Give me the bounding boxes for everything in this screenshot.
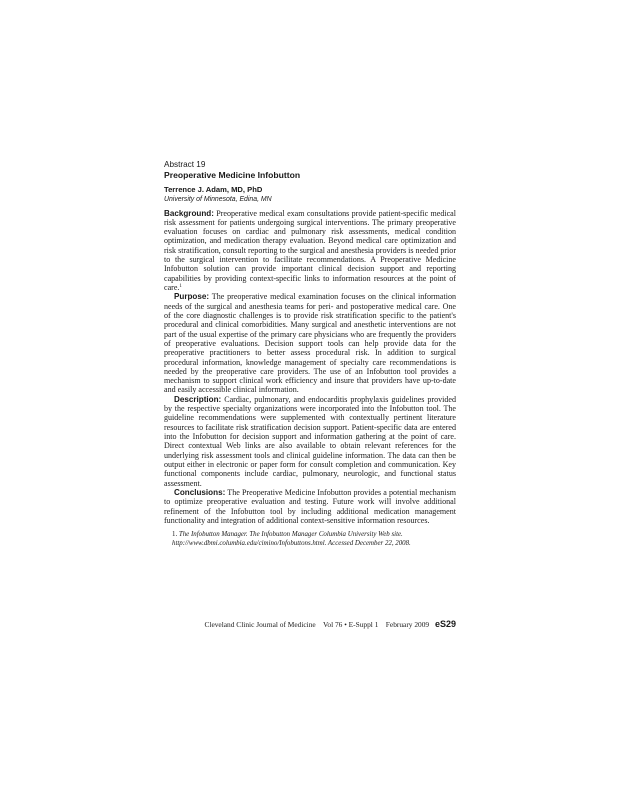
conclusions-paragraph [164,488,456,525]
reference-number: 1. [172,531,178,539]
page-number: eS29 [434,619,456,629]
description-heading: Description: [174,394,222,404]
purpose-text: The preoperative medical examination focuses on the clinical information needs of the surgical and anesthesia teams for peri- and postoperative medical care. One of the core diagnostic challenges is to provide risk stratification specific to the patient's procedural and clinical comorbidities. Many surgical and anesthetic interventions are not part of the usual expertise of the primary care physicians who are frequently the providers of preoperative evaluations. Decision support tools can help provide data for the preoperative practitioners to better assess procedural risk. In addition to surgical procedural information, knowledge management of specialty care recommendations is needed by the preoperative care providers. The use of an Infobutton tool provides a mechanism to support clinical work efficiency and insure that providers have up-to-date and easily accessible clinical information. [164,292,456,395]
abstract-number: Abstract 19 [164,160,206,169]
footer-journal: Cleveland Clinic Journal of Medicine [204,620,316,629]
description-paragraph [164,395,456,488]
reference-list [164,530,456,548]
footer-volume: Vol 76 • E-Suppl 1 [322,620,379,629]
footer-date: February 2009 [385,620,430,629]
background-text: Preoperative medical exam consultations provide patient-specific medical risk assessment for patients undergoing surgical interventions. The primary preoperative evaluation focuses on cardiac and pulmonary risk assessments, medical condition optimization, and medication therapy evaluation. Beyond medical care optimization and risk stratification, consult reporting to the surgical and anesthesia providers is needed prior to the surgical intervention to facilitate recommendations. A Preoperative Medicine Infobutton solution can provide important clinical decision support and reporting capabilities by providing context-specific links to information resources at the point of care. [164,208,456,292]
purpose-heading: Purpose: [174,292,210,302]
page-footer [182,619,456,630]
abstract-title: Preoperative Medicine Infobutton [164,170,301,180]
conclusions-heading: Conclusions: [174,487,226,497]
reference-marker: 1 [179,284,182,289]
conclusions-text: The Preoperative Medicine Infobutton provides a potential mechanism to optimize preoperative evaluation and testing. Future work will involve additional refinement of the Infobutton tool by including additional medication management functionality and integration of additional context-sensitive information resources. [164,487,456,525]
abstract-page [164,160,456,548]
purpose-paragraph [164,292,456,394]
reference-item [172,530,456,548]
description-text: Cardiac, pulmonary, and endocarditis prophylaxis guidelines provided by the respective specialty organizations were incorporated into the Infobutton tool. The guideline recommendations were supplemented with contextually pertinent literature resources to facilitate risk stratification decision support. Patient-specific data are entered into the Infobutton for decision support and information gathering at the point of care. Direct contextual Web links are also available to obtain relevant references for the underlying risk assessment tools and clinical guideline information. The data can then be output either in electronic or paper form for consult completion and communication. Key functional components include cardiac, pulmonary, neurologic, and functional status assessment. [164,394,456,488]
background-paragraph [164,209,456,293]
background-heading: Background: [164,208,214,218]
author-name: Terrence J. Adam, MD, PhD [164,185,263,194]
author-affiliation: University of Minnesota, Edina, MN [164,195,272,203]
reference-text: The Infobutton Manager. The Infobutton Manager Columbia University Web site. http://www.dbmi.columbia.edu/cimino/Infobuttons.html. Accessed December 22, 2008. [172,531,411,548]
